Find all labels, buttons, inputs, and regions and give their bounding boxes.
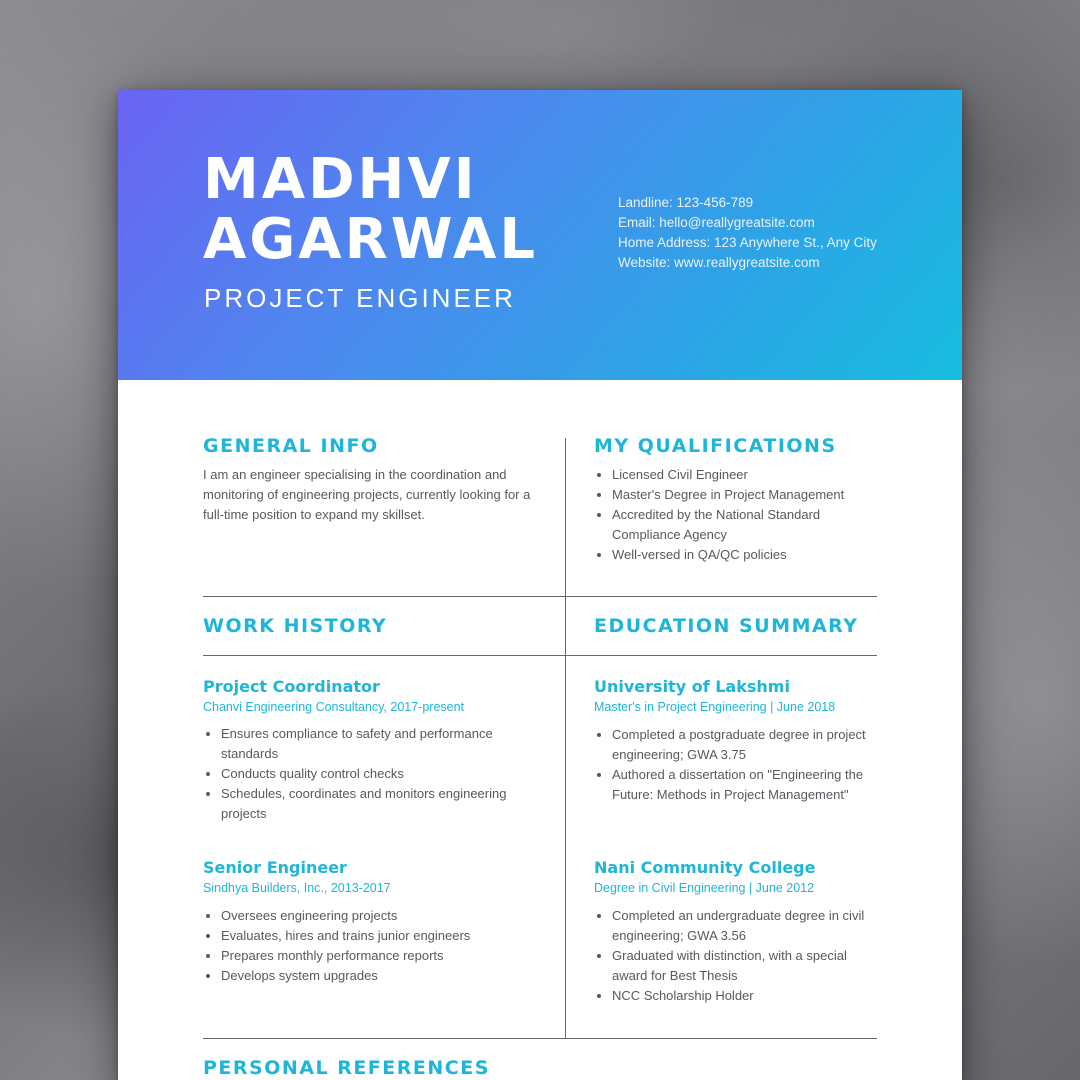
list-item: • Prepares monthly performance reports <box>221 946 541 966</box>
qualifications-heading: MY QUALIFICATIONS <box>594 435 837 457</box>
list-item: • Licensed Civil Engineer <box>612 465 882 485</box>
list-item: • Conducts quality control checks <box>221 764 541 784</box>
section-divider-bottom <box>203 1038 877 1039</box>
list-item: • Evaluates, hires and trains junior engineers <box>221 926 541 946</box>
list-item: • Graduated with distinction, with a special award for Best Thesis <box>612 946 882 986</box>
list-item: • Oversees engineering projects <box>221 906 541 926</box>
school-details-list <box>594 906 882 1006</box>
references-heading: PERSONAL REFERENCES <box>203 1057 490 1079</box>
last-name: AGARWAL <box>203 207 539 272</box>
applicant-name <box>203 147 539 272</box>
list-item: • Accredited by the National Standard Compliance Agency <box>612 505 882 545</box>
job-role: PROJECT ENGINEER <box>204 283 516 313</box>
column-divider <box>565 438 566 1038</box>
contact-landline: Landline: 123-456-789 <box>618 195 754 210</box>
list-item: • Completed a postgraduate degree in project engineering; GWA 3.75 <box>612 725 882 765</box>
list-item: • Well-versed in QA/QC policies <box>612 545 882 565</box>
school-details-list <box>594 725 882 805</box>
list-item: • Develops system upgrades <box>221 966 541 986</box>
school-title: Nani Community College <box>594 858 816 877</box>
list-item: • Ensures compliance to safety and performance standards <box>221 724 541 764</box>
contact-email: Email: hello@reallygreatsite.com <box>618 215 815 230</box>
resume-header <box>118 90 962 380</box>
contact-info <box>618 193 877 273</box>
school-title: University of Lakshmi <box>594 677 790 696</box>
list-item: • Master's Degree in Project Management <box>612 485 882 505</box>
general-info-heading: GENERAL INFO <box>203 435 379 457</box>
job-title: Senior Engineer <box>203 858 347 877</box>
list-item: • Schedules, coordinates and monitors engineering projects <box>221 784 541 824</box>
job-subtitle: Sindhya Builders, Inc., 2013-2017 <box>203 881 391 895</box>
section-divider-top <box>203 596 877 597</box>
contact-website: Website: www.reallygreatsite.com <box>618 255 820 270</box>
job-subtitle: Chanvi Engineering Consultancy, 2017-present <box>203 700 465 714</box>
school-subtitle: Degree in Civil Engineering | June 2012 <box>594 881 815 895</box>
school-subtitle: Master's in Project Engineering | June 2018 <box>594 700 836 714</box>
qualifications-list <box>594 465 882 565</box>
resume-page <box>118 90 962 1080</box>
first-name: MADHVI <box>203 147 478 212</box>
list-item: • Authored a dissertation on "Engineering the Future: Methods in Project Management" <box>612 765 882 805</box>
work-history-heading: WORK HISTORY <box>203 615 388 637</box>
section-divider-middle <box>203 655 877 656</box>
job-duties-list <box>203 906 541 986</box>
contact-address: Home Address: 123 Anywhere St., Any City <box>618 235 877 250</box>
job-title: Project Coordinator <box>203 677 380 696</box>
list-item: • NCC Scholarship Holder <box>612 986 882 1006</box>
education-heading: EDUCATION SUMMARY <box>594 615 859 637</box>
list-item: • Completed an undergraduate degree in civil engineering; GWA 3.56 <box>612 906 882 946</box>
general-info-text: I am an engineer specialising in the coordination and monitoring of engineering projects, currently looking for a full-time position to expand my skillset. <box>203 467 531 522</box>
job-duties-list <box>203 724 541 824</box>
